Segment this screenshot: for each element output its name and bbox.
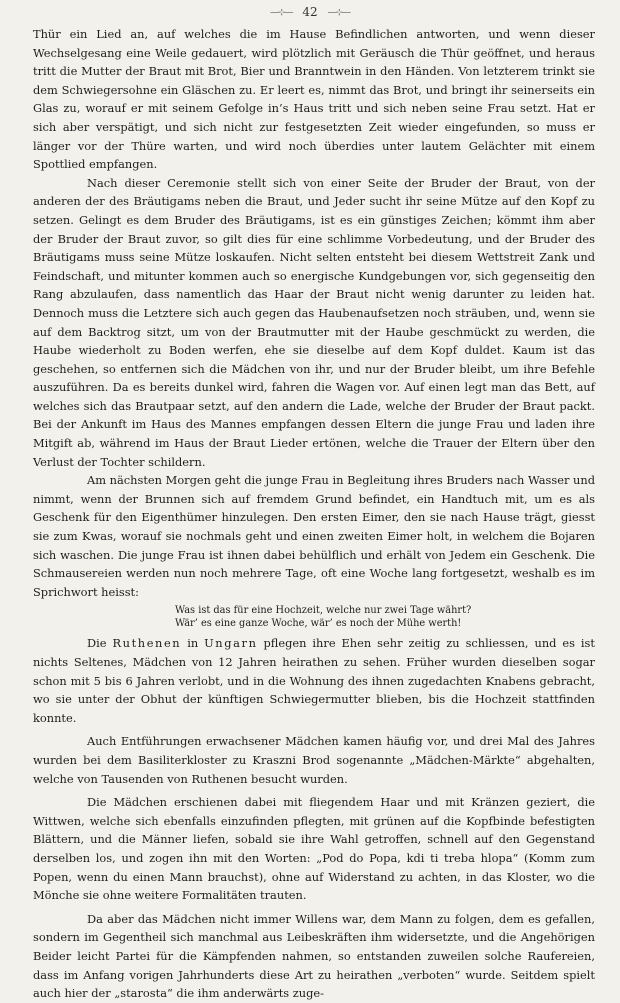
proverb-quote: [175, 604, 595, 630]
paragraph: Auch Entführungen erwachsener Mädchen kamen häufig vor, und drei Mal des Jahres wurden bei dem Basiliterkloster zu Kraszni Brod sogenannte „Mädchen-Märkte“ abgehalten, welche von Tausenden von Ruthenen besucht wurden.: [33, 734, 595, 786]
page-number: 42: [302, 5, 318, 19]
paragraph: [33, 634, 595, 727]
paragraph: Da aber das Mädchen nicht immer Willens war, dem Mann zu folgen, dem es gefallen, sondern im Gegentheil sich manchmal aus Leibeskräften ihm widersetzte, und die Angehörigen Beider leicht Partei für die Kämpfenden nahmen, so entstanden zuweilen solche Raufereien, dass im Anfang vorigen Jahrhunderts diese Art zu heirathen „verboten“ wurde. Seitdem spielt auch hier der „starosta“ die ihm anderwärts zuge-: [33, 911, 595, 1001]
page-header: [0, 4, 620, 20]
spaced-term-ruthenen: Ruthenen: [112, 636, 182, 651]
ornament-right: —⊹—: [327, 8, 351, 18]
page-body: [33, 25, 595, 1003]
ornament-left: —⊹—: [269, 8, 293, 18]
paragraph: Nach dieser Ceremonie stellt sich von einer Seite der Bruder der Braut, von der anderen der des Bräutigams neben die Braut, und Jeder sucht ihr seine Mütze auf den Kopf zu setzen. Gelingt es dem Bruder des Bräutigams, ist es ein günstiges Zeichen; kömmt ihm aber der Bruder der Braut zuvor, so gilt dies für eine schlimme Vorbedeutung, und der Bruder des Bräutigams muss seine Mütze loskaufen. Nicht selten entsteht bei diesem Wettstreit Zank und Feindschaft, und mitunter kommen auch so energische Kundgebungen vor, sich gegenseitig den Rang abzulaufen, dass namentlich das Haar der Braut nicht wenig darunter zu leiden hat. Dennoch muss die Letztere sich auch gegen das Haubenaufsetzen noch sträuben, und, wenn sie auf dem Backtrog sitzt, um von der Brautmutter mit der Haube geschmückt zu werden, die Haube wiederholt zu Boden werfen, ehe sie dieselbe auf dem Kopf duldet. Kaum ist das geschehen, so entfernen sich die Mädchen von ihr, und nur der Bruder bleibt, um ihre Befehle auszuführen. Da es bereits dunkel wird, fahren die Wagen vor. Auf einen legt man das Bett, auf welches sich das Brautpaar setzt, auf den andern die Lade, welche der Bruder der Braut packt. Bei der Ankunft im Haus des Mannes empfangen dessen Eltern die junge Frau und laden ihre Mitgift ab, während im Haus der Braut Lieder ertönen, welche die Trauer der Eltern über den Verlust der Tochter schildern.: [33, 175, 595, 469]
proverb-line-2: Wär’ es eine ganze Woche, wär’ es noch der Mühe werth!: [175, 618, 462, 630]
paragraph: Am nächsten Morgen geht die junge Frau in Begleitung ihres Bruders nach Wasser und nimmt, wenn der Brunnen sich auf fremdem Grund befindet, ein Handtuch mit, um es als Geschenk für den Eigenthümer hinzulegen. Den ersten Eimer, den sie nach Hause trägt, giesst sie zum Kwas, worauf sie nochmals geht und einen zweiten Eimer holt, in welchem die Bojaren sich waschen. Die junge Frau ist ihnen dabei behülflich und erhält von Jedem ein Geschenk. Die Schmausereien werden nun noch mehrere Tage, oft eine Woche lang fortgesetzt, weshalb es im Sprichwort heisst:: [33, 473, 595, 599]
text-run: Die: [87, 636, 107, 651]
proverb-line-1: Was ist das für eine Hochzeit, welche nur zwei Tage währt?: [175, 605, 472, 617]
text-run: pflegen ihre Ehen sehr zeitig zu schliessen, und es ist nichts Seltenes, Mädchen von 12 Jahren heirathen zu sehen. Früher wurden dieselben sogar schon mit 5 bis 6 Jahren verlobt, und in die Wohnung des ihnen zugedachten Knabens gebracht, wo sie unter der Obhut der künftigen Schwiegermutter blieben, bis die Hochzeit stattfinden konnte.: [33, 636, 595, 725]
spaced-term-ungarn: Ungarn: [204, 636, 258, 651]
paragraph: Die Mädchen erschienen dabei mit fliegendem Haar und mit Kränzen geziert, die Wittwen, welche sich ebenfalls einzufinden pflegten, mit grünen auf die Kopfbinde befestigten Blättern, und die Männer liefen, sobald sie ihre Wahl getroffen, schnell auf den Gegenstand derselben los, und zogen ihn mit den Worten: „Pod do Popa, kdi ti treba hlopa“ (Komm zum Popen, wenn du einen Mann brauchst), ohne auf Widerstand zu achten, in das Kloster, wo die Mönche sie ohne weitere Formalitäten trauten.: [33, 795, 595, 903]
text-run: in: [187, 636, 199, 651]
paragraph-continued: Thür ein Lied an, auf welches die im Hause Befindlichen antworten, und wenn dieser Wechselgesang eine Weile gedauert, wird plötzlich mit Geräusch die Thür geöffnet, und heraus tritt die Mutter der Braut mit Brot, Bier und Branntwein in den Händen. Von letzterem trinkt sie dem Schwiegersohne ein Gläschen zu. Er leert es, nimmt das Brot, und bringt ihr seinerseits ein Glas zu, worauf er mit seinem Gefolge in’s Haus tritt und sich neben seine Frau setzt. Hat er sich aber verspätigt, und sich nicht zur festgesetzten Zeit wieder eingefunden, so muss er länger vor der Thüre warten, und wird noch überdies unter lautem Gelächter mit einem Spottlied empfangen.: [33, 27, 595, 172]
